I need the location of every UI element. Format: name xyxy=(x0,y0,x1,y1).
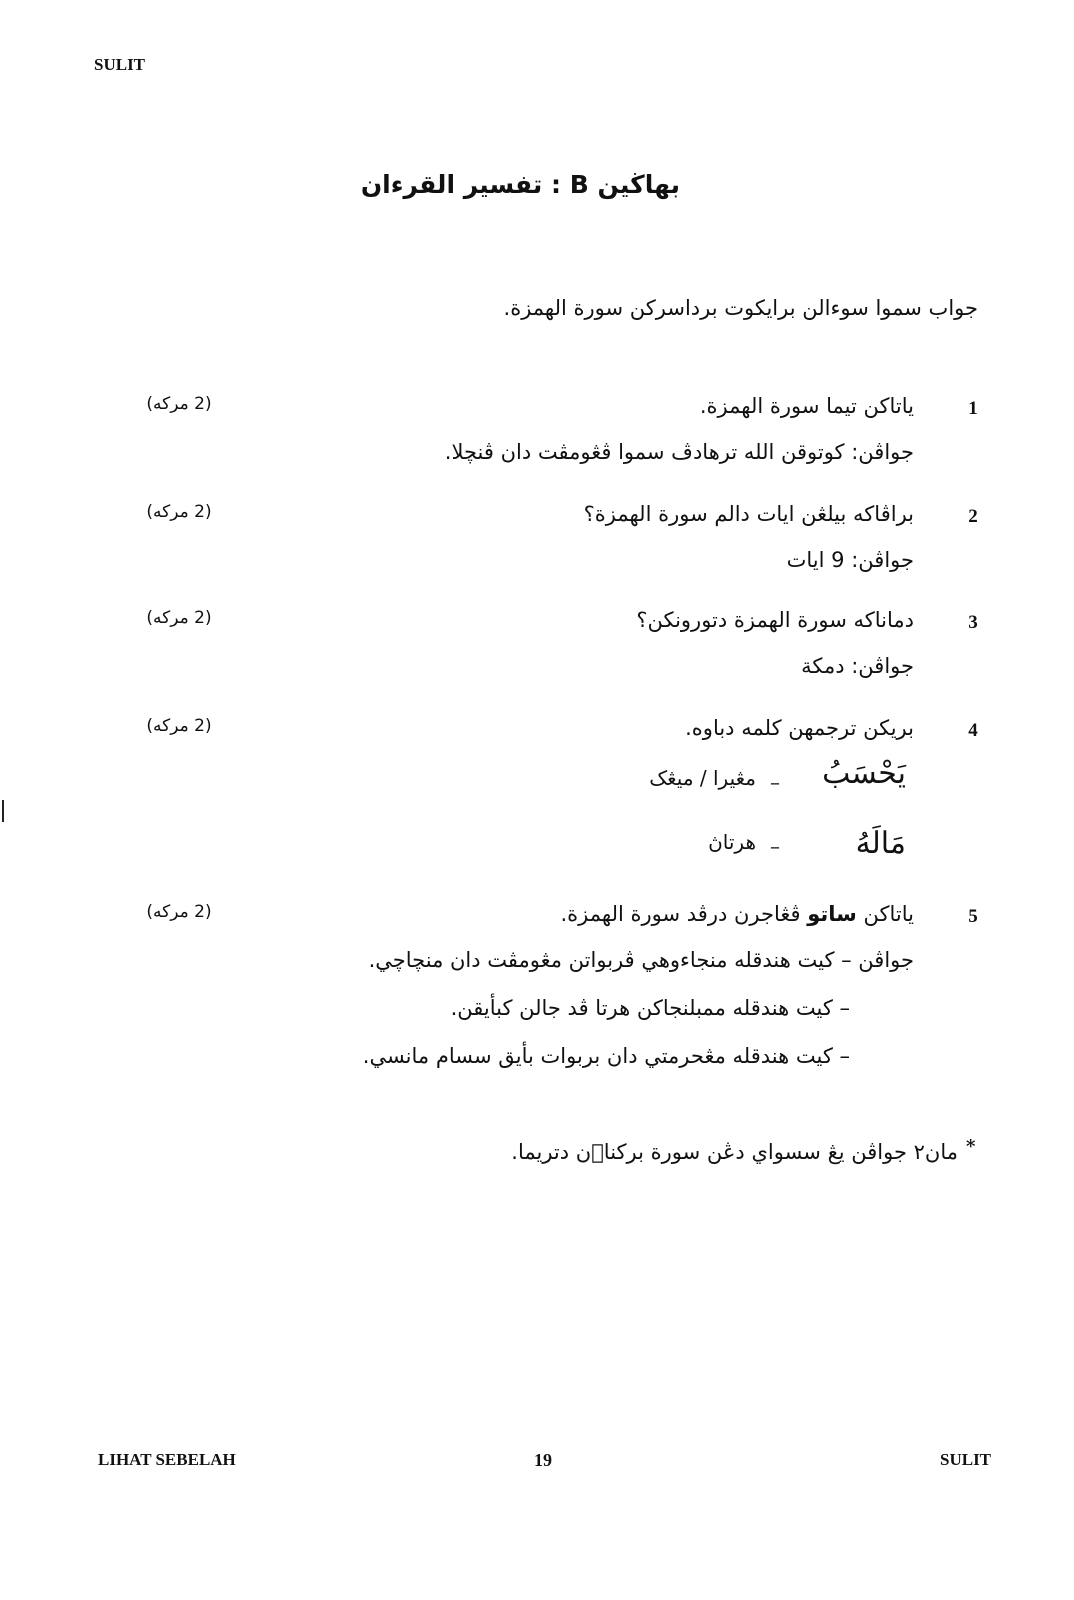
question-5-text xyxy=(561,902,915,926)
footer-sulit-label: SULIT xyxy=(940,1450,992,1469)
footer-lihat-sebelah: LIHAT SEBELAH xyxy=(98,1450,236,1469)
note-asterisk: * xyxy=(966,1136,976,1157)
section-instruction: جواب سموا سوءالن برايکوت برداسرکن سورة الهمزة. xyxy=(503,296,978,320)
margin-mark xyxy=(2,800,4,822)
header-sulit-label: SULIT xyxy=(94,55,146,74)
question-5-text-end: ڤڠاجرن درڤد سورة الهمزة. xyxy=(560,902,801,926)
question-4-meaning-1: مڠيرا / ميڠک xyxy=(649,766,756,790)
question-5-marks: (2 مرکه) xyxy=(146,902,212,922)
question-3-number: 3 xyxy=(968,612,978,633)
question-2-text: براڤاکه بيلڠن ايات دالم سورة الهمزة؟ xyxy=(583,502,914,526)
question-4-marks: (2 مرکه) xyxy=(146,716,212,736)
question-2-marks: (2 مرکه) xyxy=(146,502,212,522)
question-1-answer: جواڤن: کوتوقن الله ترهادڤ سموا ڤڠومڤت دان ڤنچلا. xyxy=(444,440,914,464)
question-5-text-emphasis: ساتو xyxy=(807,902,857,926)
question-2-number: 2 xyxy=(968,506,978,527)
question-4-text: بريکن ترجمهن کلمه دباوه. xyxy=(685,716,914,740)
question-3-marks: (2 مرکه) xyxy=(146,608,212,628)
question-1-marks: (2 مرکه) xyxy=(146,394,212,414)
question-4-word-2: مَالَهُ xyxy=(855,826,906,861)
question-3-text: دماناکه سورة الهمزة دتورونکن؟ xyxy=(636,608,914,632)
page-number: 19 xyxy=(534,1450,552,1470)
section-title: بهاڬين B : تفسير القرءان xyxy=(360,170,680,199)
question-4-number: 4 xyxy=(968,720,978,741)
question-4-word-1: يَحْسَبُ xyxy=(822,756,906,791)
question-4-dash-1: – xyxy=(770,770,780,794)
question-3-answer: جواڤن: دمکة xyxy=(801,654,914,678)
question-5-text-start: ياتاکن xyxy=(863,902,914,926)
question-5-number: 5 xyxy=(968,906,978,927)
question-1-number: 1 xyxy=(968,398,978,419)
question-4-meaning-2: هرتاڽ xyxy=(708,830,756,854)
note-text: مان٢ جواڤن يڠ سسواي دڠن سورة برکنا٘ن دتريما. xyxy=(511,1140,958,1164)
question-5-answer-line-3: – کيت هندقله مڠحرمتي دان بربوات بأيق سسام مانسي. xyxy=(362,1044,850,1068)
question-5-answer-line-1: جواڤن – کيت هندقله منجاءوهي ڤربواتن مڠومڤت دان منچاچي. xyxy=(368,948,914,972)
question-4-dash-2: – xyxy=(770,834,780,858)
question-1-text: ياتاکن تيما سورة الهمزة. xyxy=(699,394,914,418)
question-2-answer: جواڤن: 9 ايات xyxy=(786,548,914,572)
question-5-answer-line-2: – کيت هندقله ممبلنجاکن هرتا ڤد جالن کبأيقن. xyxy=(450,996,850,1020)
